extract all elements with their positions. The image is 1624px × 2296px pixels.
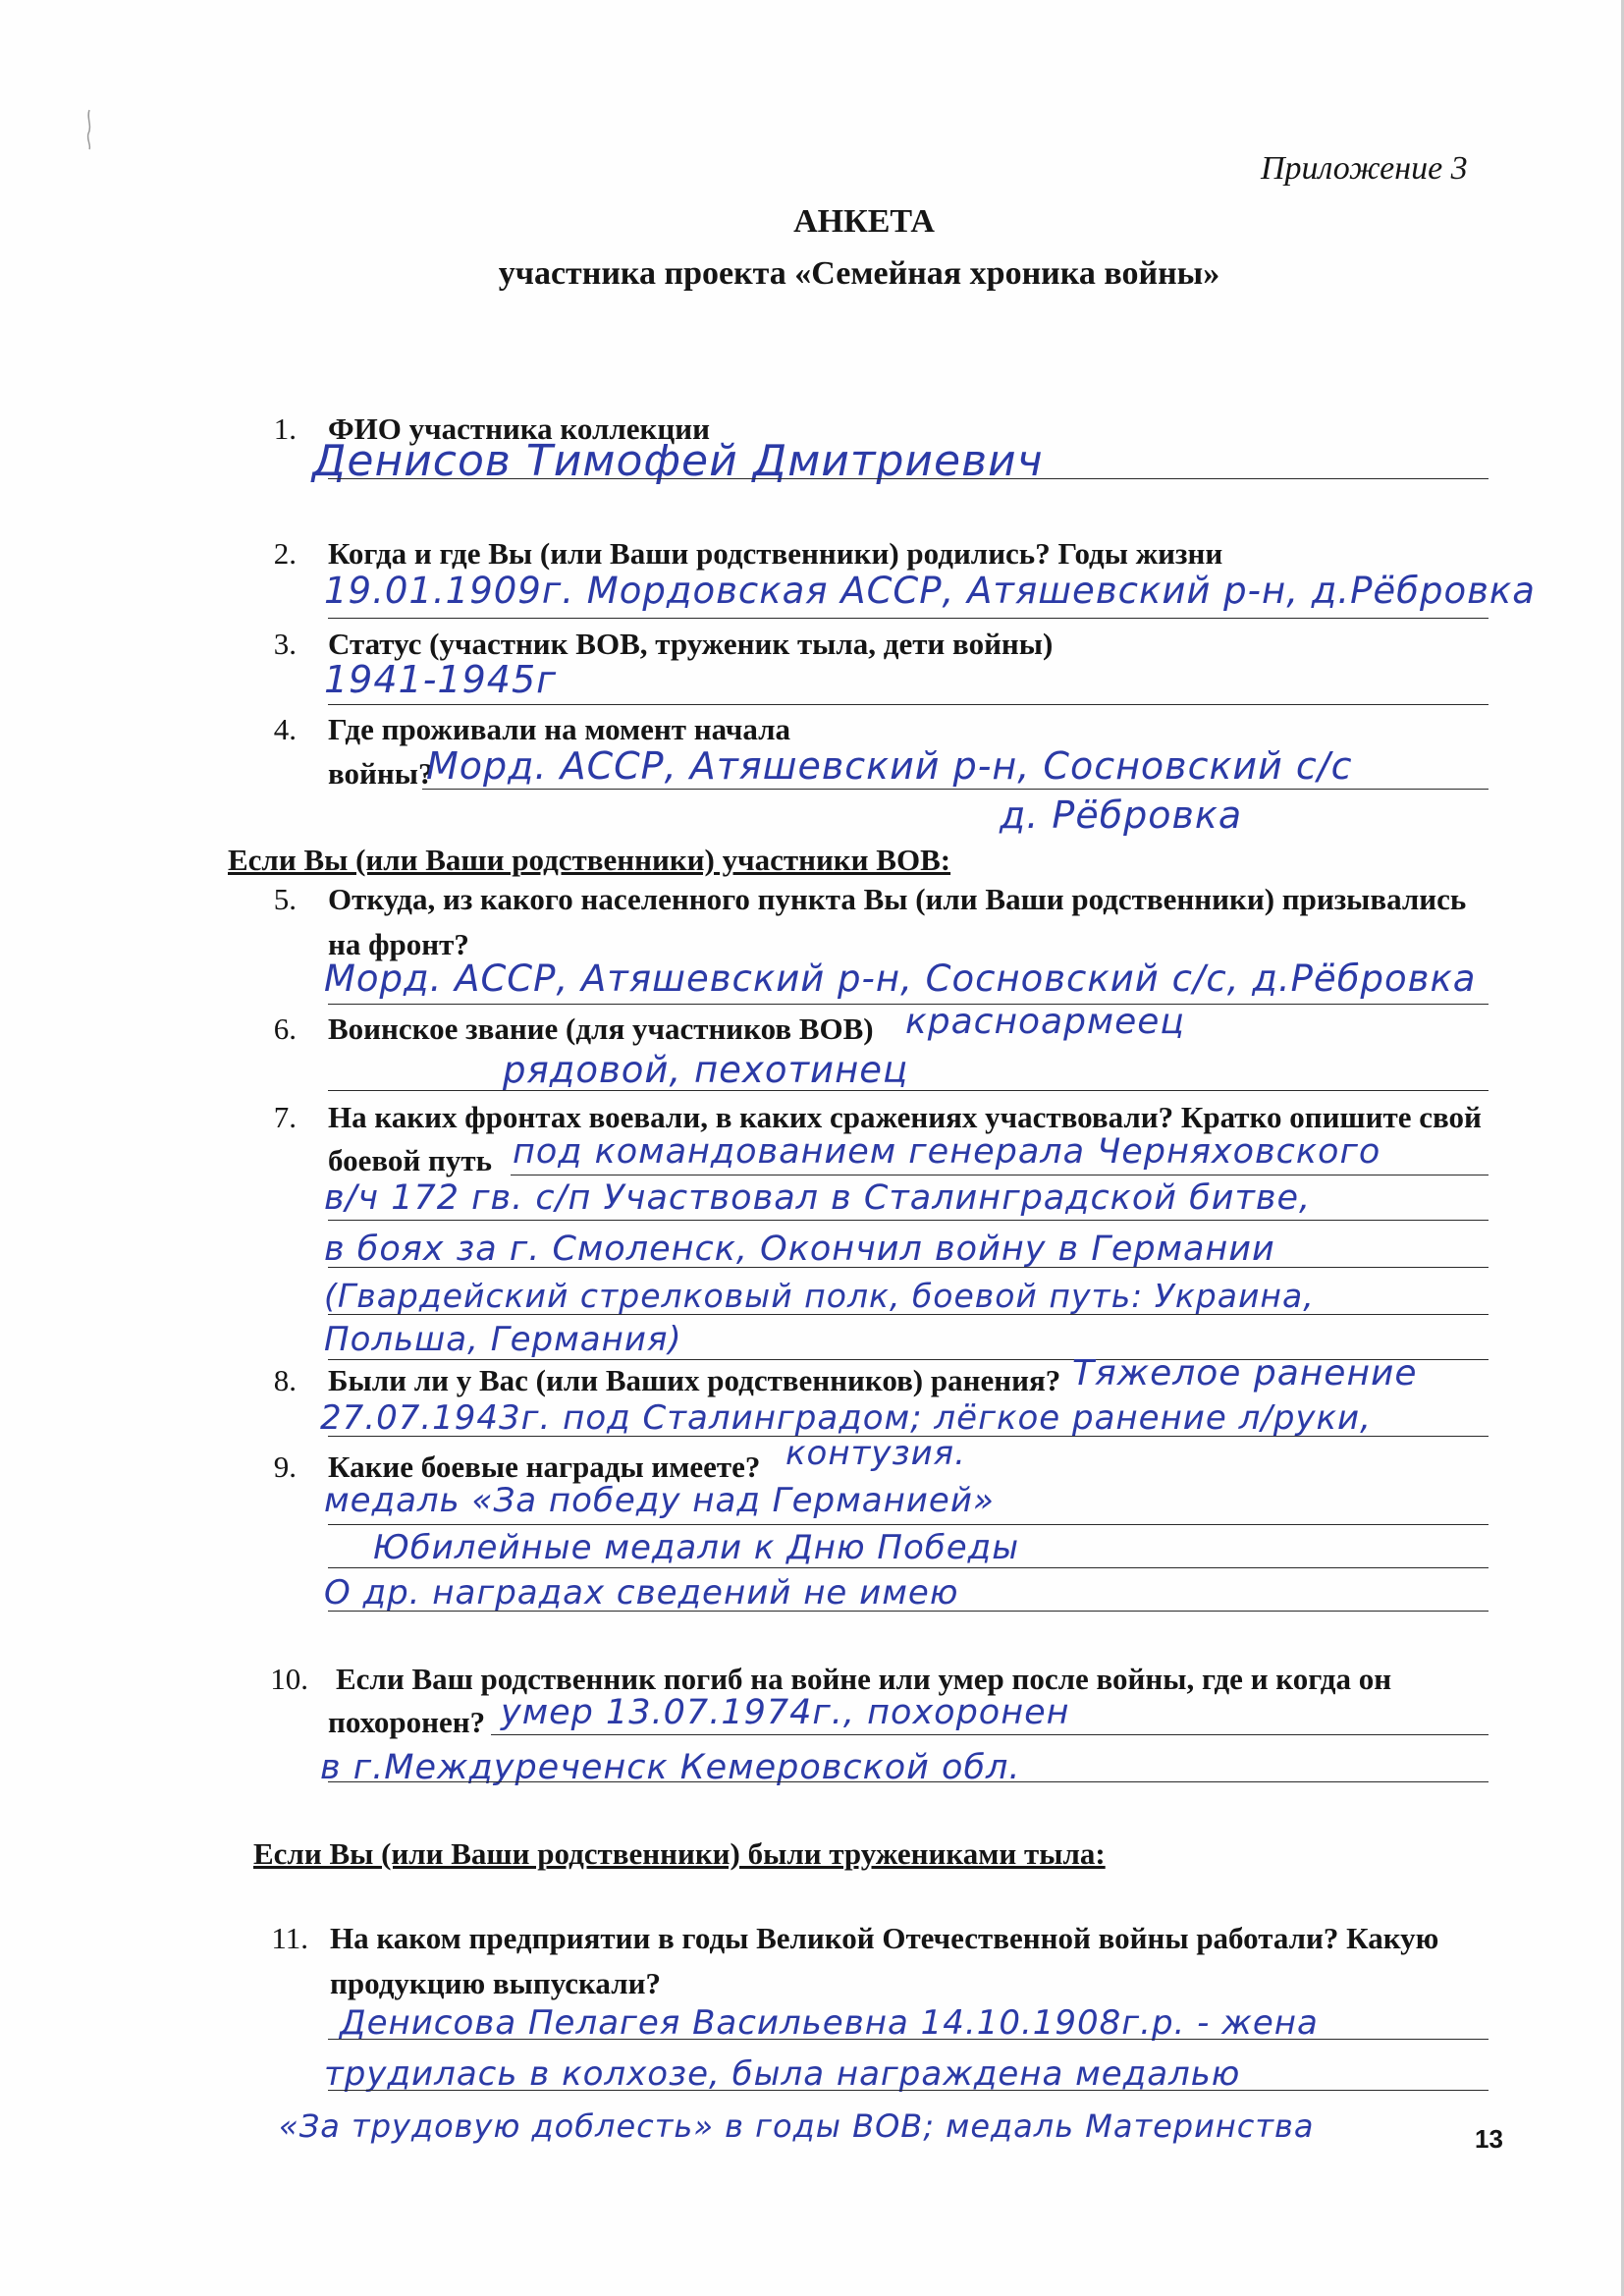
appendix-label: Приложение 3	[1261, 150, 1468, 187]
q11-answer-line2: трудилась в колхозе, была награждена медалью	[324, 2054, 1241, 2094]
q7-answer-line-b	[328, 1220, 1489, 1221]
q8-answer-line	[328, 1436, 1489, 1437]
q9-answer-line-a	[328, 1524, 1489, 1525]
q4-label: Где проживали на момент начала	[328, 712, 790, 746]
pencil-mark-icon	[84, 108, 94, 151]
q6-answer-line2: рядовой, пехотинец	[503, 1049, 909, 1091]
q9-answer-line3: О др. наградах сведений не имею	[324, 1573, 959, 1613]
q7-number: 7.	[273, 1100, 297, 1134]
q9-answer-line-c	[328, 1611, 1489, 1612]
q4-number: 4.	[273, 712, 297, 746]
q11-answer-line1: Денисова Пелагея Васильевна 14.10.1908г.р. - жена	[340, 2003, 1319, 2043]
q6-number: 6.	[273, 1011, 297, 1046]
q5-label-cont: на фронт?	[328, 927, 469, 961]
q4-answer-line2: д. Рёбровка	[1000, 793, 1243, 837]
q5-number: 5.	[273, 882, 297, 916]
section-vov-heading: Если Вы (или Ваши родственники) участники ВОВ:	[228, 843, 951, 877]
q10-answer-line1: умер 13.07.1974г., похоронен	[501, 1693, 1070, 1732]
q11-number: 11.	[271, 1921, 308, 1955]
q5-answer: Морд. АССР, Атяшевский р-н, Сосновский с/с, д.Рёбровка	[324, 957, 1477, 1000]
q4-answer-line1: Морд. АССР, Атяшевский р-н, Сосновский с/с	[426, 744, 1353, 788]
q11-label: На каком предприятии в годы Великой Отечественной войны работали? Какую	[330, 1921, 1439, 1955]
q3-label: Статус (участник ВОВ, труженик тыла, дети войны)	[328, 627, 1054, 661]
q7-answer-line2: в/ч 172 гв. с/п Участвовал в Сталинградской битве,	[324, 1178, 1312, 1218]
q10-number: 10.	[270, 1662, 308, 1696]
q6-label: Воинское звание (для участников ВОВ)	[328, 1011, 874, 1046]
q4-answer-line	[422, 789, 1489, 790]
q8-number: 8.	[273, 1363, 297, 1397]
form-title: АНКЕТА	[793, 203, 935, 240]
q8-label: Были ли у Вас (или Ваших родственников) ранения?	[328, 1363, 1061, 1397]
q1-answer-line	[328, 478, 1489, 479]
q7-answer-line-c	[328, 1267, 1489, 1268]
q3-answer: 1941-1945г	[324, 658, 558, 701]
q11-answer-line3: «За трудовую доблесть» в годы ВОВ; медаль Материнства	[279, 2107, 1315, 2145]
q7-label: На каких фронтах воевали, в каких сражениях участвовали? Кратко опишите свой	[328, 1100, 1482, 1134]
q2-answer: 19.01.1909г. Мордовская АССР, Атяшевский р-н, д.Рёбровка	[324, 570, 1536, 612]
q7-answer-line3: в боях за г. Смоленск, Окончил войну в Германии	[324, 1230, 1275, 1269]
q1-answer: Денисов Тимофей Дмитриевич	[312, 436, 1044, 486]
q9-number: 9.	[273, 1449, 297, 1484]
q9-answer-line2: Юбилейные медали к Дню Победы	[373, 1528, 1020, 1567]
q8-answer-line3: контузия.	[785, 1434, 966, 1473]
q9-label: Какие боевые награды имеете?	[328, 1449, 761, 1484]
q11-answer-line-b	[328, 2090, 1489, 2091]
q7-answer-line-d	[328, 1314, 1489, 1315]
q6-answer-line	[328, 1090, 1489, 1091]
q10-label: Если Ваш родственник погиб на войне или умер после войны, где и когда он	[336, 1662, 1392, 1696]
q8-answer-line2: 27.07.1943г. под Сталинградом; лёгкое ранение л/руки,	[320, 1398, 1372, 1438]
q2-label: Когда и где Вы (или Ваши родственники) родились? Годы жизни	[328, 536, 1223, 571]
q7-label-cont: боевой путь	[328, 1143, 492, 1177]
form-subtitle: участника проекта «Семейная хроника войны»	[498, 255, 1220, 292]
q7-answer-line4: (Гвардейский стрелковый полк, боевой путь: Украина,	[324, 1277, 1315, 1315]
q2-answer-line	[328, 618, 1489, 619]
q1-label: ФИО участника коллекции	[328, 411, 710, 446]
q9-answer-line-b	[328, 1567, 1489, 1568]
q1-number: 1.	[273, 411, 297, 446]
q5-label: Откуда, из какого населенного пункта Вы (или Ваши родственники) призывались	[328, 882, 1467, 916]
q9-answer-line1: медаль «За победу над Германией»	[324, 1481, 995, 1520]
section-rear-heading: Если Вы (или Ваши родственники) были тружениками тыла:	[253, 1836, 1106, 1871]
q10-answer-line-a	[491, 1734, 1489, 1735]
q10-label-cont: похоронен?	[328, 1705, 486, 1739]
page-number: 13	[1475, 2124, 1503, 2154]
q11-label-cont: продукцию выпускали?	[330, 1966, 661, 2000]
q7-answer-line5: Польша, Германия)	[324, 1320, 682, 1359]
q4-label-cont: войны?	[328, 756, 434, 791]
q6-answer-line1: красноармеец	[905, 1002, 1185, 1042]
q10-answer-line-b	[328, 1781, 1489, 1782]
q11-answer-line-a	[328, 2039, 1489, 2040]
q2-number: 2.	[273, 536, 297, 571]
q8-answer-line1: Тяжелое ранение	[1072, 1353, 1418, 1394]
q3-answer-line	[328, 704, 1489, 705]
q7-answer-line1: под командованием генерала Черняховского	[513, 1132, 1381, 1172]
q3-number: 3.	[273, 627, 297, 661]
q10-answer-line2: в г.Междуреченск Кемеровской обл.	[320, 1748, 1021, 1787]
